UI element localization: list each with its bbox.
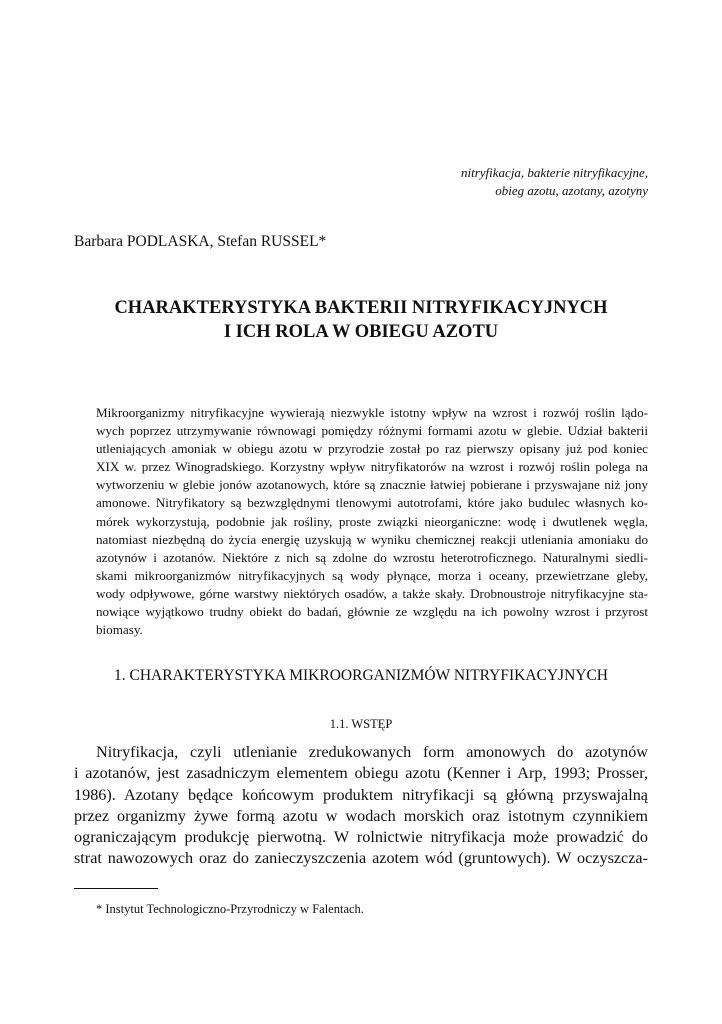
body-line: i azotanów, jest zasadniczym elementem obiegu azotu (Kenner i Arp, 1993; Prosser,	[74, 764, 648, 783]
abstract-line: wych poprzez utrzymywanie równowagi pomiędzy różnymi formami azotu w glebie. Udział bakterii	[96, 423, 648, 439]
body-paragraph	[74, 742, 648, 870]
abstract-line: biomasy.	[96, 622, 143, 638]
abstract-line: azotynów i azotanów. Niektóre z nich są zdolne do wzrostu heterotroficznego. Naturalnymi siedli-	[96, 549, 648, 565]
keywords-block	[461, 164, 648, 200]
paper-title	[74, 296, 648, 344]
abstract-line: amonowe. Nitryfikatory są bezwzględnymi tlenowymi autotrofami, które jako budulec własnych ko-	[96, 495, 648, 511]
keywords-line: nitryfikacja, bakterie nitryfikacyjne,	[461, 165, 648, 180]
title-line: I ICH ROLA W OBIEGU AZOTU	[223, 322, 499, 342]
abstract-line: wytworzeniu w glebie jonów azotanowych, które są znacznie łatwiej pobierane i przyswajane niż jony	[96, 477, 648, 493]
abstract-line: wody odpływowe, górne warstwy niektórych osadów, a także skały. Drobnoustroje nitryfikacyjne sta-	[96, 585, 648, 601]
body-line: przez organizmy żywe formą azotu w wodach morskich oraz istotnym czynnikiem	[74, 806, 648, 825]
title-line: CHARAKTERYSTYKA BAKTERII NITRYFIKACYJNYCH	[114, 298, 608, 318]
abstract-line: natomiast niezbędną do życia energię uzyskują w wyniku chemicznej reakcji utleniania amoniaku do	[96, 531, 648, 547]
abstract-line: Mikroorganizmy nitryfikacyjne wywierają niezwykle istotny wpływ na wzrost i rozwój roślin lądo-	[96, 405, 648, 420]
authors: Barbara PODLASKA, Stefan RUSSEL*	[74, 233, 327, 250]
body-line: Nitryfikacja, czyli utlenianie zredukowanych form amonowych do azotynów	[96, 743, 648, 761]
section-heading: 1. CHARAKTERYSTYKA MIKROORGANIZMÓW NITRYFIKACYJNYCH	[113, 667, 609, 684]
footnote: * Instytut Technologiczno-Przyrodniczy w Falentach.	[96, 902, 364, 916]
abstract-line: skami mikroorganizmów nitryfikacyjnych są wody płynące, morza i oceany, przewietrzane gleby,	[96, 567, 648, 583]
body-line: strat nawozowych oraz do zanieczyszczenia azotem wód (gruntowych). W oczyszcza-	[74, 849, 648, 868]
abstract-line: nowiące wyjątkowo trudny obiekt do badań, głównie ze względu na ich powolny wzrost i przyrost	[96, 604, 648, 620]
keywords-line: obieg azotu, azotany, azotyny	[495, 183, 648, 198]
footnote-divider	[74, 888, 158, 889]
abstract-line: mórek wykorzystują, podobnie jak rośliny, proste związki nieorganiczne: wodę i dwutlenek węgla,	[96, 513, 648, 529]
subsection-heading: 1.1. WSTĘP	[329, 717, 393, 731]
abstract-line: utleniających amoniak w obiegu azotu w przyrodzie został po raz pierwszy opisany już pod koniec	[96, 441, 648, 457]
body-line: 1986). Azotany będące końcowym produktem nitryfikacji są główną przyswajalną	[74, 785, 648, 804]
body-line: ograniczającym produkcję pierwotną. W rolnictwie nitryfikacja może prowadzić do	[74, 828, 648, 847]
abstract	[96, 404, 648, 639]
abstract-line: XIX w. przez Winogradskiego. Korzystny wpływ nitryfikatorów na wzrost i rozwój roślin polega na	[96, 459, 648, 475]
